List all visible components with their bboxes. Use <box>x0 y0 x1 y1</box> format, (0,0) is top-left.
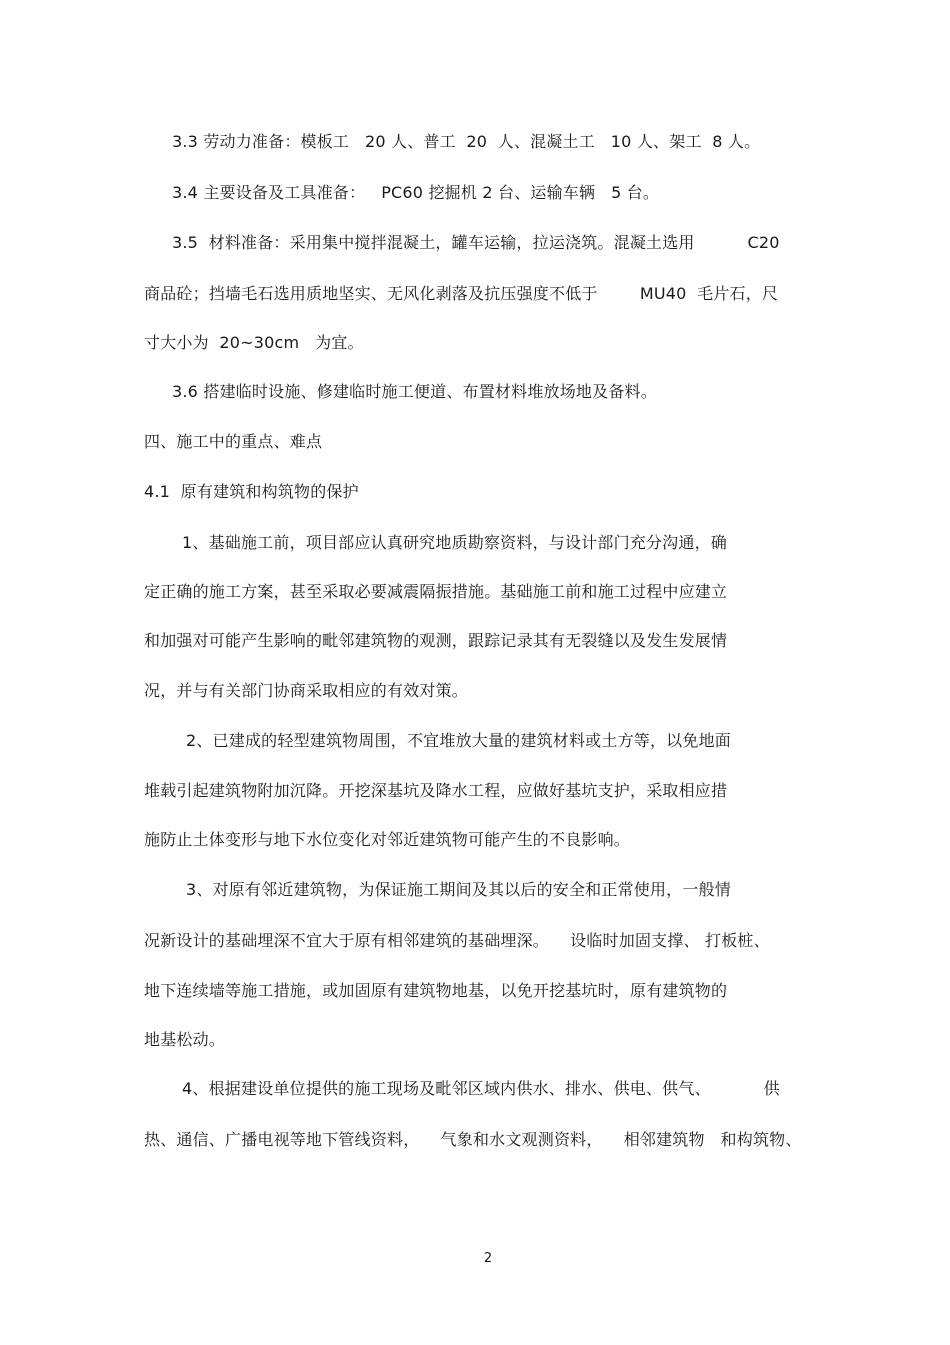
text-line: 堆载引起建筑物附加沉降。开挖深基坑及降水工程，应做好基坑支护，采取相应措 <box>144 781 728 800</box>
text-line: 3.3 劳动力准备：模板工 20 人、普工 20 人、混凝土工 10 人、架工 8 人。 <box>172 132 761 151</box>
text-line: 施防止土体变形与地下水位变化对邻近建筑物可能产生的不良影响。 <box>144 830 631 849</box>
text-line: 况，并与有关部门协商采取相应的有效对策。 <box>144 681 469 700</box>
text-line: 3.6 搭建临时设施、修建临时施工便道、布置材料堆放场地及备料。 <box>172 382 657 401</box>
text-line: 3.5 材料准备：采用集中搅拌混凝土，罐车运输，拉运浇筑。混凝土选用 C20 <box>172 233 780 252</box>
subsection-heading: 4.1 原有建筑和构筑物的保护 <box>144 482 359 501</box>
text-line: 3、对原有邻近建筑物，为保证施工期间及其以后的安全和正常使用，一般情 <box>186 880 731 899</box>
text-line: 商品砼；挡墙毛石选用质地坚实、无风化剥落及抗压强度不低于 MU40 毛片石，尺 <box>144 284 779 303</box>
text-line: 1、基础施工前，项目部应认真研究地质勘察资料，与设计部门充分沟通，确 <box>182 533 727 552</box>
page-number: 2 <box>483 1251 493 1266</box>
text-line: 3.4 主要设备及工具准备： PC60 挖掘机 2 台、运输车辆 5 台。 <box>172 183 660 202</box>
text-line: 况新设计的基础埋深不宜大于原有相邻建筑的基础埋深。 设临时加固支撑、 打板桩、 <box>144 931 770 950</box>
text-line: 2、已建成的轻型建筑物周围，不宜堆放大量的建筑材料或土方等，以免地面 <box>186 731 731 750</box>
text-line: 和加强对可能产生影响的毗邻建筑物的观测，跟踪记录其有无裂缝以及发生发展情 <box>144 631 728 650</box>
text-line: 4、根据建设单位提供的施工现场及毗邻区域内供水、排水、供电、供气、 供 <box>182 1079 780 1098</box>
section-heading: 四、施工中的重点、难点 <box>144 432 323 451</box>
text-line: 地基松动。 <box>144 1030 226 1049</box>
text-line: 定正确的施工方案，甚至采取必要减震隔振措施。基础施工前和施工过程中应建立 <box>144 582 728 601</box>
text-line: 地下连续墙等施工措施，或加固原有建筑物地基，以免开挖基坑时，原有建筑物的 <box>144 981 728 1000</box>
text-line: 热、通信、广播电视等地下管线资料， 气象和水文观测资料， 相邻建筑物 和构筑物、 <box>144 1130 802 1149</box>
text-line: 寸大小为 20~30cm 为宜。 <box>144 333 364 352</box>
